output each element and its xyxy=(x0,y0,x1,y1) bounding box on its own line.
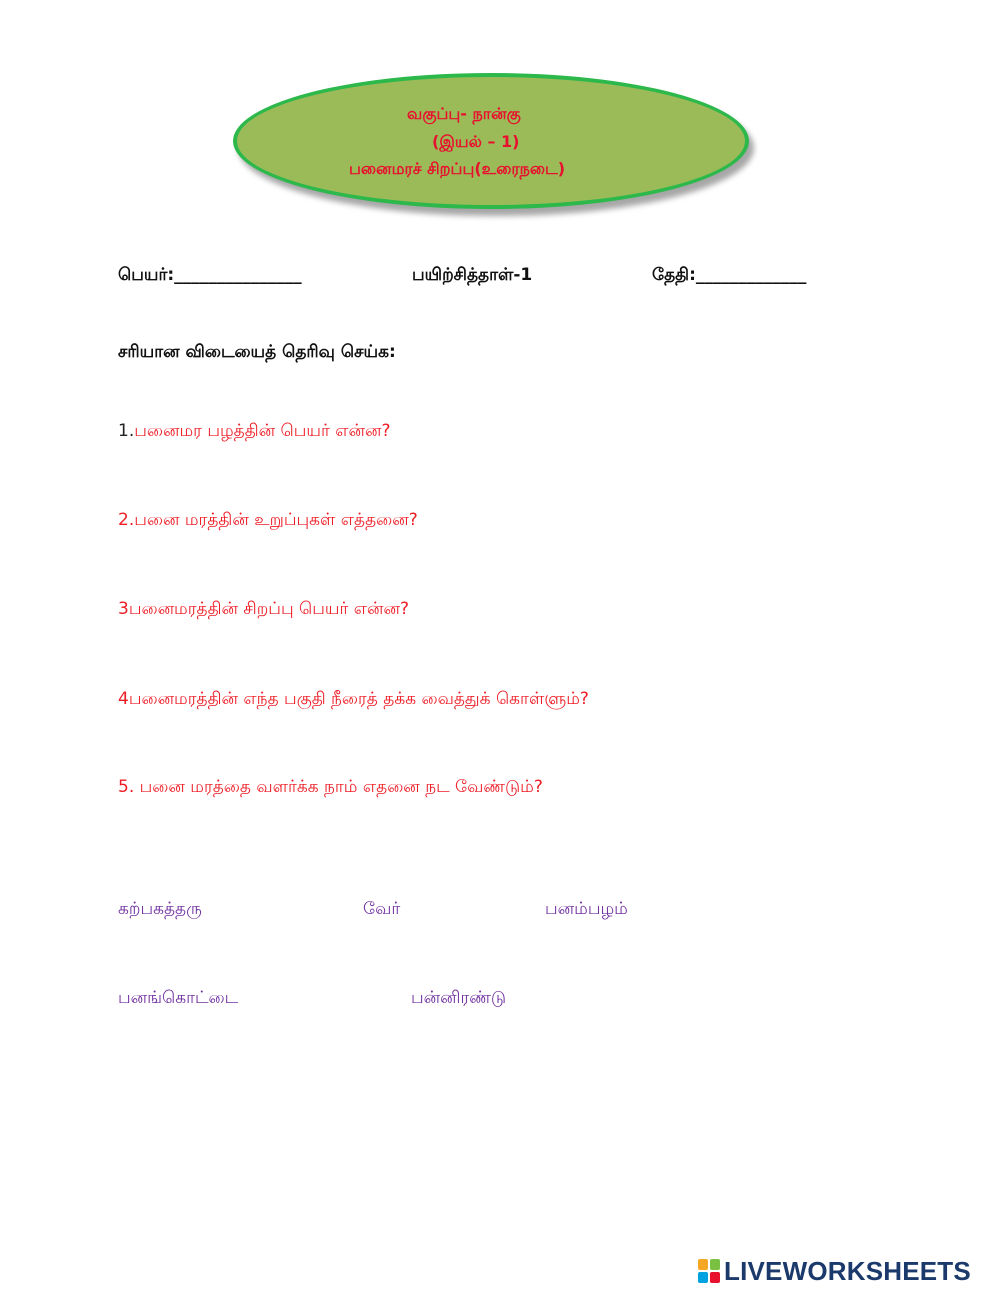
question-1 xyxy=(118,421,391,443)
option-item[interactable]: பனங்கொட்டை xyxy=(118,988,239,1008)
question-text: பனைமரத்தின் சிறப்பு பெயர் என்ன? xyxy=(128,599,409,619)
option-item[interactable]: கற்பகத்தரு xyxy=(118,899,202,919)
liveworksheets-logo xyxy=(698,1254,971,1288)
name-field-label: பெயர்:_______________ xyxy=(118,265,302,285)
option-item[interactable]: வேர் xyxy=(363,899,401,919)
instruction-heading: சரியான விடையைத் தெரிவு செய்க: xyxy=(118,342,396,362)
worksheet-label: பயிற்சித்தாள்-1 xyxy=(412,265,533,285)
question-number: 4 xyxy=(118,689,129,709)
date-field-label: தேதி:_____________ xyxy=(652,265,807,285)
question-text: பனை மரத்தின் உறுப்புகள் எத்தனை? xyxy=(134,510,418,530)
header-chapter-line: (இயல் – 1) xyxy=(432,132,520,151)
logo-block xyxy=(710,1272,720,1283)
logo-block xyxy=(698,1272,708,1283)
question-2 xyxy=(118,510,418,532)
question-4 xyxy=(118,689,589,711)
question-number: 5. xyxy=(118,777,135,797)
question-number: 1. xyxy=(118,421,135,441)
question-text: பனைமர பழத்தின் பெயர் என்ன? xyxy=(134,421,391,441)
option-item[interactable]: பனம்பழம் xyxy=(545,899,628,919)
question-text: பனை மரத்தை வளர்க்க நாம் எதனை நட வேண்டும்? xyxy=(134,777,543,797)
logo-wordmark: LIVEWORKSHEETS xyxy=(724,1255,971,1286)
header-class-line: வகுப்பு- நான்கு xyxy=(407,104,521,123)
question-3 xyxy=(118,599,409,621)
header-lesson-line: பனைமரச் சிறப்பு(உரைநடை) xyxy=(349,159,566,178)
question-5 xyxy=(118,777,543,799)
logo-block xyxy=(698,1259,708,1270)
option-item[interactable]: பன்னிரண்டு xyxy=(411,988,507,1008)
question-text: பனைமரத்தின் எந்த பகுதி நீரைத் தக்க வைத்துக் கொள்ளும்? xyxy=(128,689,589,709)
logo-blocks-icon xyxy=(698,1259,720,1283)
question-number: 2. xyxy=(118,510,135,530)
question-number: 3 xyxy=(118,599,129,619)
logo-block xyxy=(710,1259,720,1270)
